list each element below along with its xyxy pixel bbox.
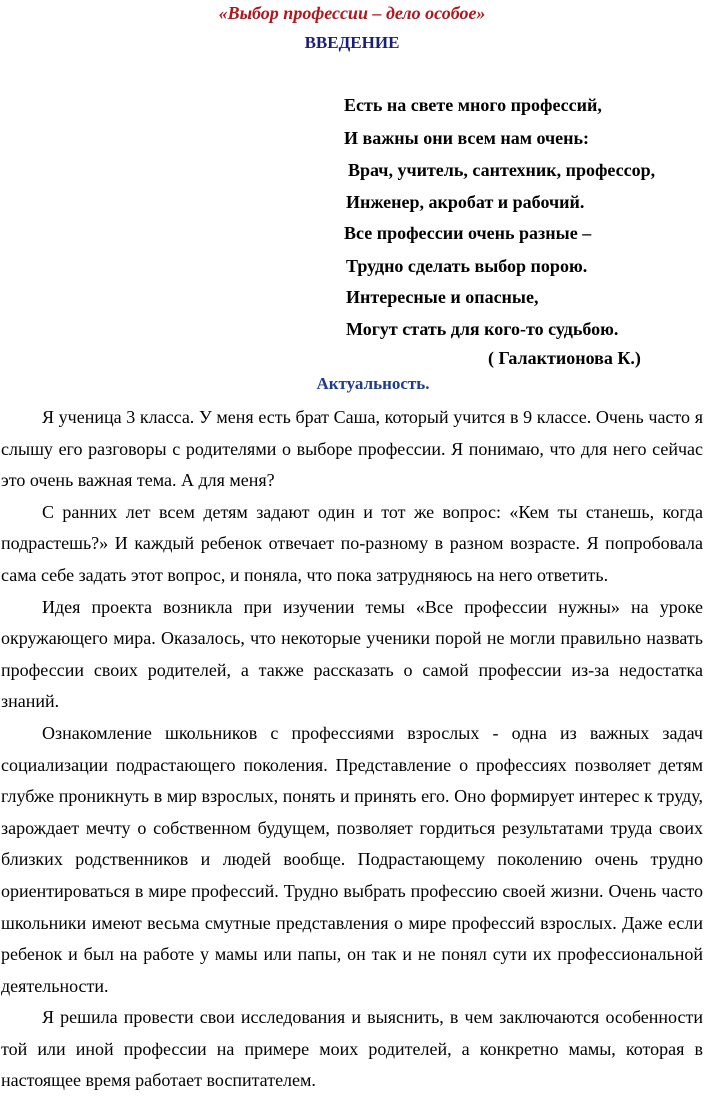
document-title: «Выбор профессии – дело особое» — [218, 3, 486, 23]
poem-line: Могут стать для кого-то судьбою. — [346, 319, 619, 339]
body-text — [1, 402, 703, 1097]
section-heading: ВВЕДЕНИЕ — [304, 33, 400, 52]
paragraph: Идея проекта возникла при изучении темы «Все профессии нужны» на уроке окружающего мира. Оказалось, что некоторые ученики порой не могли правильно назвать профессии своих родителей, а также рассказать о самой профессии из-за недостатка знаний. — [1, 596, 703, 712]
subheading-relevance: Актуальность. — [316, 374, 430, 393]
paragraph: Я ученица 3 класса. У меня есть брат Саша, который учится в 9 классе. Очень часто я слышу его разговоры с родителями о выборе профессии. Я понимаю, что для него сейчас это очень важная тема. А для меня? — [1, 407, 703, 491]
poem-line: Трудно сделать выбор порою. — [346, 256, 588, 276]
poem-line: Инженер, акробат и рабочий. — [346, 192, 585, 212]
poem-author: ( Галактионова К.) — [488, 348, 641, 368]
poem-line: Есть на свете много профессий, — [344, 95, 602, 115]
paragraph: Ознакомление школьников с профессиями взрослых - одна из важных задач социализации подрастающего поколения. Представление о профессиях позволяет детям глубже проникнуть в мир взрослых, понять и принять его. Оно формирует интерес к труду, зарождает мечту о собственном будущем, позволяет гордиться результатами труда своих близких родственников и людей вообще. Подрастающему поколению очень трудно ориентироваться в мире профессий. Трудно выбрать профессию своей жизни. Очень часто школьники имеют весьма смутные представления о мире профессий взрослых. Даже если ребенок и был на работе у мамы или папы, он так и не понял сути их профессиональной деятельности. — [1, 722, 703, 996]
paragraph: С ранних лет всем детям задают один и тот же вопрос: «Кем ты станешь, когда подрастешь?» И каждый ребенок отвечает по-разному в разном возрасте. Я попробовала сама себе задать этот вопрос, и поняла, что пока затрудняюсь на него ответить. — [1, 501, 703, 585]
paragraph: Я решила провести свои исследования и выяснить, в чем заключаются особенности той или иной профессии на примере моих родителей, а конкретно мамы, которая в настоящее время работает воспитателем. — [1, 1007, 703, 1091]
poem-line: Все профессии очень разные – — [344, 223, 592, 243]
poem-line: И важны они всем нам очень: — [344, 128, 590, 148]
poem-line: Врач, учитель, сантехник, профессор, — [348, 160, 656, 180]
poem-line: Интересные и опасные, — [346, 287, 539, 307]
